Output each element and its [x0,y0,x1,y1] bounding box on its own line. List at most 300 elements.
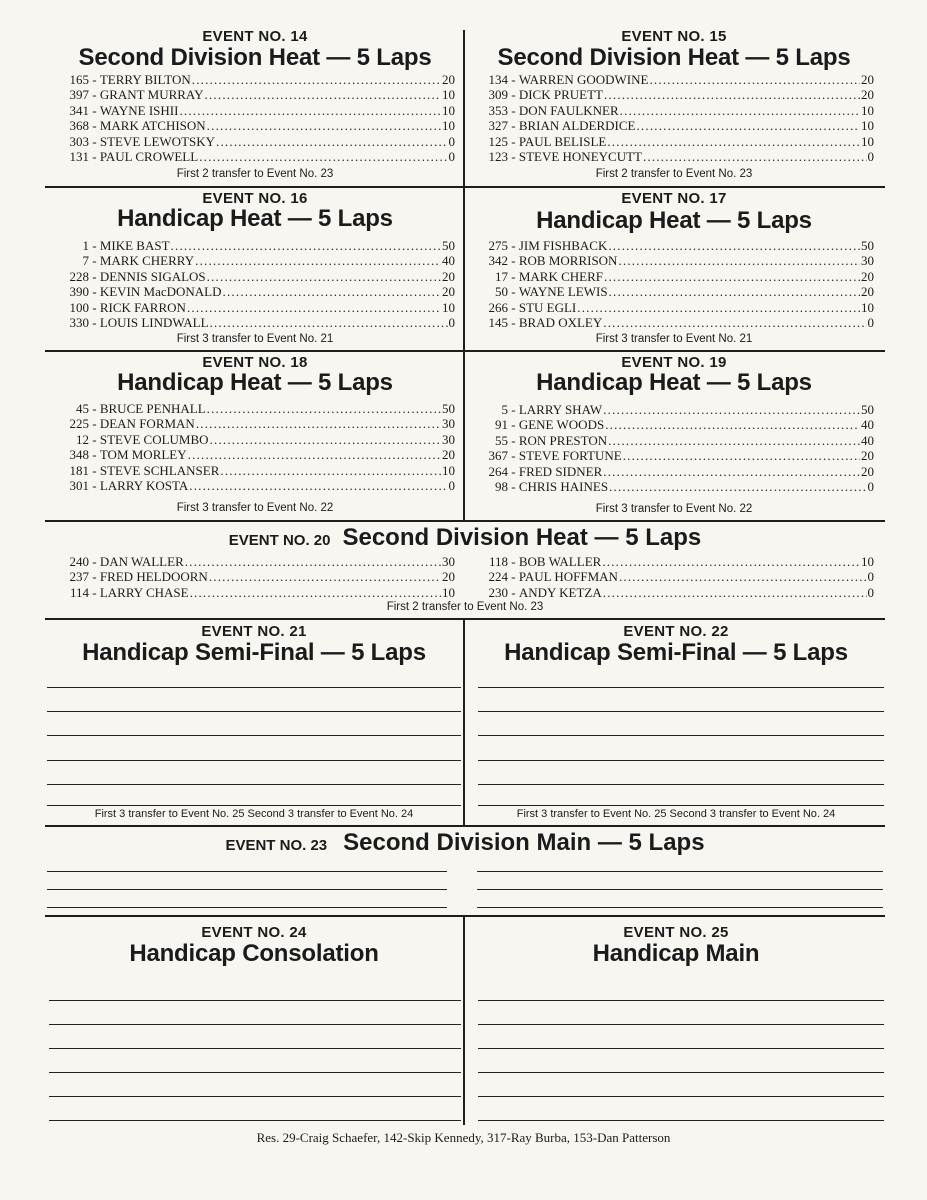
event-24-blank-line [49,1096,461,1097]
event-17-number: EVENT NO. 17 [621,190,727,207]
rider-points: 20 [861,448,874,464]
rider-name: FRED SIDNER [518,463,603,479]
dot-leader [603,315,866,330]
rider-number: 275 [488,238,508,253]
rider-name: LOUIS LINDWALL [99,314,209,330]
event-24-blank-line [49,1048,461,1049]
rider-name: PAUL BELISLE [518,133,607,149]
event-19-transfer-note: First 3 transfer to Event No. 22 [595,503,753,515]
rider-number: 390 [69,284,89,300]
rider-entry [474,238,874,253]
dot-leader [187,300,441,315]
event-17-transfer-note: First 3 transfer to Event No. 21 [595,333,753,345]
rider-number: 123 [488,148,508,164]
rider-entry [55,284,455,299]
event-24-blank-line [49,1120,461,1121]
event-23-blank-line [477,889,883,890]
rider-separator: - [89,431,100,447]
rider-points: 20 [442,447,455,463]
rider-name: BRIAN ALDERDICE [518,118,636,134]
rider-number: 165 [69,72,89,87]
rider-name: RON PRESTON [518,432,608,448]
dot-leader [188,447,441,462]
event-21-transfer-note: First 3 transfer to Event No. 25 Second 3 transfer to Event No. 24 [94,808,414,820]
dot-leader [602,554,860,569]
dot-leader [205,87,441,102]
rider-name: GENE WOODS [518,417,605,433]
dot-leader [195,253,441,268]
rider-entry [55,585,455,600]
rider-separator: - [508,463,519,479]
dot-leader [618,253,860,268]
rider-separator: - [508,448,519,464]
rider-number: 228 [69,268,89,284]
event-22-blank-line [478,760,884,761]
event-17-title: Handicap Heat — 5 Laps [536,207,812,234]
rider-name: DAN WALLER [99,554,184,569]
rider-number: 237 [69,569,89,585]
rider-number: 368 [69,118,89,134]
rider-entry [55,103,455,118]
rider-points: 50 [861,402,874,417]
rider-separator: - [89,284,100,300]
rider-points: 10 [861,133,874,149]
event-22-blank-line [478,711,884,712]
rider-points: 0 [867,584,874,600]
rider-separator: - [89,462,100,478]
event-16-transfer-note: First 3 transfer to Event No. 21 [176,333,334,345]
rider-points: 0 [448,314,455,330]
rider-entry [55,554,455,569]
event-18-block [55,354,455,518]
event-24-number: EVENT NO. 24 [201,924,307,941]
rider-points: 30 [442,554,455,569]
event-25-number: EVENT NO. 25 [623,924,729,941]
dot-leader [210,432,441,447]
rider-entry [474,315,874,330]
event-19-number: EVENT NO. 19 [621,354,727,371]
event-20-title: Second Division Heat — 5 Laps [342,524,702,551]
rider-points: 0 [867,569,874,585]
rider-separator: - [89,299,100,315]
rider-entry [474,87,874,102]
rider-name: KEVIN MacDONALD [99,284,222,300]
rider-separator: - [508,478,519,494]
rider-entry [474,464,874,479]
rider-number: 1 [82,238,89,253]
event-15-title: Second Division Heat — 5 Laps [497,44,851,71]
rider-entry [474,118,874,133]
rider-entry [55,72,455,87]
event-20-transfer-note: First 2 transfer to Event No. 23 [386,601,544,613]
rider-separator: - [89,253,100,269]
rider-name: WAYNE ISHII [99,102,179,118]
rider-name: FRED HELDOORN [99,569,208,585]
rider-name: GRANT MURRAY [99,87,204,103]
rider-points: 10 [861,554,874,569]
rider-entry [55,447,455,462]
rider-entry [474,72,874,87]
event-25-blank-line [478,1120,884,1121]
rider-name: STU EGLI [518,299,577,315]
rider-entry [474,134,874,149]
event-17-block [474,190,874,348]
rider-name: MARK CHERF [518,268,604,284]
dot-leader [577,300,860,315]
event-15-block [474,28,874,184]
event-24-blank-line [49,1072,461,1073]
dot-leader [609,284,860,299]
divider-row-4 [45,618,885,620]
rider-entry [55,401,455,416]
rider-entry [55,416,455,431]
event-21-blank-line [47,735,461,736]
rider-number: 303 [69,133,89,149]
rider-points: 30 [442,416,455,432]
rider-points: 50 [442,238,455,253]
rider-separator: - [508,402,519,417]
dot-leader [603,402,860,417]
event-19-entries [474,402,874,494]
event-22-number: EVENT NO. 22 [623,623,729,640]
rider-name: ANDY KETZA [518,584,602,600]
rider-points: 40 [861,417,874,433]
event-15-number: EVENT NO. 15 [621,28,727,45]
rider-entry [55,269,455,284]
rider-entry [474,269,874,284]
dot-leader [189,478,447,493]
event-20-entries-right [474,554,874,600]
rider-number: 125 [488,133,508,149]
rider-points: 20 [861,268,874,284]
event-23-blank-line [477,907,883,908]
event-22-blank-line [478,784,884,785]
rider-number: 100 [69,299,89,315]
event-25-title: Handicap Main [592,940,760,967]
event-21-blank-line [47,784,461,785]
rider-number: 230 [488,584,508,600]
column-divider-bottom [463,915,465,1125]
dot-leader [608,433,860,448]
rider-number: 264 [488,463,508,479]
rider-number: 5 [501,402,508,417]
rider-separator: - [508,584,519,600]
rider-points: 10 [442,462,455,478]
rider-name: STEVE FORTUNE [518,448,622,464]
rider-name: DON FAULKNER [518,102,619,118]
rider-number: 301 [69,477,89,493]
rider-entry [55,569,455,584]
event-20-block [45,522,885,618]
dot-leader [636,118,860,133]
rider-number: 55 [495,432,508,448]
rider-points: 30 [861,253,874,269]
rider-separator: - [508,238,519,253]
rider-separator: - [89,447,100,463]
rider-separator: - [508,87,519,103]
dot-leader [207,269,441,284]
event-25-blank-line [478,1096,884,1097]
rider-name: JIM FISHBACK [518,238,608,253]
dot-leader [619,569,867,584]
rider-entry [474,585,874,600]
event-23-blank-line [477,871,883,872]
dot-leader [603,464,860,479]
rider-name: MARK ATCHISON [99,118,206,134]
dot-leader [199,149,447,164]
dot-leader [210,315,448,330]
rider-separator: - [508,72,519,87]
rider-separator: - [508,299,519,315]
rider-points: 20 [442,72,455,87]
event-16-title: Handicap Heat — 5 Laps [117,205,393,232]
rider-name: STEVE LEWOTSKY [99,133,216,149]
rider-number: 134 [488,72,508,87]
rider-points: 0 [448,133,455,149]
rider-separator: - [89,133,100,149]
rider-entry [474,433,874,448]
dot-leader [649,72,860,87]
rider-number: 12 [76,431,89,447]
rider-name: LARRY CHASE [99,584,189,600]
rider-number: 114 [69,584,89,600]
divider-row-6 [45,915,885,917]
event-18-transfer-note: First 3 transfer to Event No. 22 [176,502,334,514]
rider-points: 40 [861,432,874,448]
rider-name: LARRY KOSTA [99,477,189,493]
rider-entry [55,253,455,268]
event-25-block [468,920,884,1125]
rider-separator: - [508,432,519,448]
event-22-blank-line [478,805,884,806]
rider-entry [55,478,455,493]
event-18-number: EVENT NO. 18 [202,354,308,371]
rider-name: RICK FARRON [99,299,186,315]
rider-points: 10 [442,87,455,103]
rider-points: 20 [861,463,874,479]
rider-name: BOB WALLER [518,554,602,569]
event-23-blank-line [47,871,447,872]
rider-separator: - [89,401,100,416]
event-22-block [468,621,884,824]
reserves-line: Res. 29-Craig Schaefer, 142-Skip Kennedy, 317-Ray Burba, 153-Dan Patterson [256,1130,671,1145]
dot-leader [623,448,860,463]
rider-points: 10 [861,299,874,315]
rider-separator: - [89,87,100,103]
event-14-title: Second Division Heat — 5 Laps [78,44,432,71]
event-16-block [55,190,455,348]
rider-name: CHRIS HAINES [518,478,609,494]
dot-leader [604,269,860,284]
rider-entry [55,87,455,102]
dot-leader [192,72,441,87]
rider-points: 0 [867,148,874,164]
rider-number: 224 [488,569,508,585]
rider-name: MARK CHERRY [99,253,195,269]
event-23-blank-line [47,907,447,908]
dot-leader [171,238,441,253]
rider-separator: - [89,569,100,585]
rider-entry [55,315,455,330]
rider-separator: - [508,417,519,433]
dot-leader [603,585,867,600]
rider-points: 0 [867,314,874,330]
rider-entry [474,479,874,494]
rider-name: WAYNE LEWIS [518,284,608,300]
rider-points: 0 [448,148,455,164]
event-18-entries [55,401,455,493]
rider-points: 10 [442,299,455,315]
rider-separator: - [508,148,519,164]
rider-points: 50 [442,401,455,416]
event-23-heading [45,829,885,857]
rider-number: 225 [69,416,89,432]
rider-name: DENNIS SIGALOS [99,268,206,284]
event-20-number: EVENT NO. 20 [228,532,331,549]
rider-name: ROB MORRISON [518,253,618,269]
event-14-transfer-note: First 2 transfer to Event No. 23 [176,168,334,180]
rider-separator: - [508,133,519,149]
rider-name: TOM MORLEY [99,447,187,463]
event-23-block [45,827,885,913]
dot-leader [609,479,866,494]
event-21-title: Handicap Semi-Final — 5 Laps [82,639,426,666]
rider-number: 181 [69,462,89,478]
event-25-blank-line [478,1048,884,1049]
rider-number: 327 [488,118,508,134]
rider-points: 0 [867,478,874,494]
rider-separator: - [89,268,100,284]
dot-leader [196,416,441,431]
rider-points: 10 [442,118,455,134]
rider-points: 20 [861,284,874,300]
dot-leader [620,103,860,118]
divider-row-1 [45,186,885,188]
rider-separator: - [89,314,100,330]
event-19-block [474,354,874,518]
rider-name: PAUL CROWELL [99,148,199,164]
rider-points: 20 [442,284,455,300]
rider-points: 20 [861,72,874,87]
rider-number: 330 [69,314,89,330]
event-22-blank-line [478,687,884,688]
rider-entry [55,432,455,447]
rider-name: MIKE BAST [99,238,170,253]
rider-separator: - [508,118,519,134]
event-25-blank-line [478,1072,884,1073]
rider-name: BRAD OXLEY [518,314,603,330]
rider-number: 45 [76,401,89,416]
rider-separator: - [89,238,100,253]
event-16-entries [55,238,455,330]
rider-points: 30 [442,431,455,447]
rider-number: 309 [488,87,508,103]
rider-points: 20 [442,268,455,284]
rider-separator: - [89,102,100,118]
rider-name: DICK PRUETT [518,87,603,103]
event-20-heading [45,524,885,552]
dot-leader [607,134,860,149]
dot-leader [223,284,441,299]
rider-separator: - [508,284,519,300]
rider-entry [474,417,874,432]
event-16-number: EVENT NO. 16 [202,190,308,207]
rider-points: 0 [448,477,455,493]
rider-name: STEVE COLUMBO [99,431,209,447]
dot-leader [608,238,860,253]
rider-number: 367 [488,448,508,464]
column-divider-semis [463,618,465,825]
rider-separator: - [508,554,519,569]
rider-separator: - [508,569,519,585]
rider-number: 7 [82,253,89,269]
dot-leader [209,569,441,584]
rider-separator: - [89,148,100,164]
rider-separator: - [89,477,100,493]
dot-leader [604,87,860,102]
event-15-transfer-note: First 2 transfer to Event No. 23 [595,168,753,180]
event-21-blank-line [47,711,461,712]
dot-leader [207,118,441,133]
event-23-number: EVENT NO. 23 [225,837,328,854]
event-22-transfer-note: First 3 transfer to Event No. 25 Second 3 transfer to Event No. 24 [516,808,836,820]
rider-number: 145 [488,314,508,330]
event-24-title: Handicap Consolation [129,940,379,967]
event-19-title: Handicap Heat — 5 Laps [536,369,812,396]
rider-points: 50 [861,238,874,253]
rider-entry [474,569,874,584]
rider-separator: - [508,314,519,330]
rider-separator: - [508,268,519,284]
rider-points: 10 [442,584,455,600]
event-21-number: EVENT NO. 21 [201,623,307,640]
rider-points: 10 [442,102,455,118]
event-23-title: Second Division Main — 5 Laps [343,829,705,856]
rider-name: STEVE SCHLANSER [99,462,220,478]
rider-entry [474,284,874,299]
rider-entry [55,149,455,164]
rider-entry [474,554,874,569]
rider-number: 342 [488,253,508,269]
rider-number: 50 [495,284,508,300]
event-21-block [47,621,461,824]
rider-number: 240 [69,554,89,569]
column-divider-top [463,30,465,520]
event-14-number: EVENT NO. 14 [202,28,308,45]
event-24-blank-line [49,1024,461,1025]
rider-entry [474,253,874,268]
rider-number: 17 [495,268,508,284]
rider-name: STEVE HONEYCUTT [518,148,642,164]
event-20-entries-left [55,554,455,600]
event-25-blank-line [478,1024,884,1025]
dot-leader [216,134,447,149]
rider-entry [55,300,455,315]
dot-leader [220,463,441,478]
rider-number: 118 [488,554,508,569]
rider-points: 20 [442,569,455,585]
rider-number: 98 [495,478,508,494]
event-24-block [47,920,461,1125]
event-14-entries [55,72,455,164]
dot-leader [190,585,441,600]
rider-name: PAUL HOFFMAN [518,569,618,585]
rider-name: TERRY BILTON [99,72,191,87]
event-23-blank-line [47,889,447,890]
rider-name: LARRY SHAW [518,402,603,417]
rider-number: 341 [69,102,89,118]
event-22-title: Handicap Semi-Final — 5 Laps [504,639,848,666]
